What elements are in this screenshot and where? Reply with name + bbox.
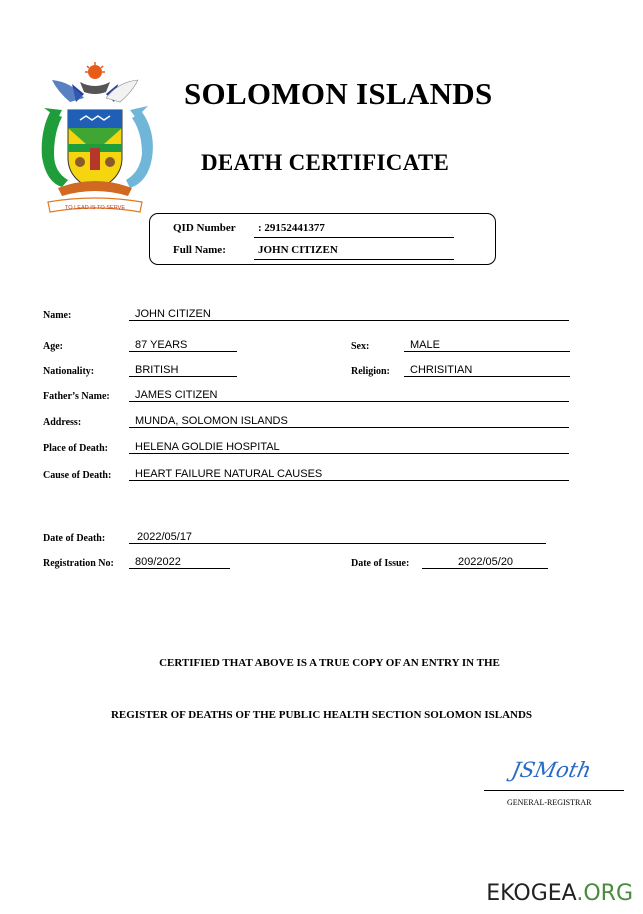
watermark-brand: EKOGEA [486,881,577,906]
certificate-title: DEATH CERTIFICATE [201,150,450,175]
certification-line-2: REGISTER OF DEATHS OF THE PUBLIC HEALTH SECTION SOLOMON ISLANDS [110,709,533,721]
age-value: 87 YEARS [135,339,188,351]
nationality-value: BRITISH [135,364,179,376]
religion-label: Religion: [351,366,390,377]
address-underline [129,427,569,428]
ekogea-watermark [486,881,633,906]
father-name-value: JAMES CITIZEN [135,389,218,401]
religion-underline [404,376,570,377]
cause-of-death-value: HEART FAILURE NATURAL CAUSES [135,468,323,480]
date-of-death-value: 2022/05/17 [137,531,193,543]
age-underline [129,351,237,352]
age-label: Age: [43,341,63,352]
sex-underline [404,351,570,352]
nationality-underline [129,376,237,377]
date-of-death-label: Date of Death: [43,533,106,544]
coat-of-arms-emblem [32,62,162,218]
place-of-death-value: HELENA GOLDIE HOSPITAL [135,441,280,453]
fullname-value: JOHN CITIZEN [258,244,338,256]
signature: JSMoth [509,758,594,782]
fullname-label: Full Name: [173,244,226,256]
name-value: JOHN CITIZEN [135,308,211,320]
sex-value: MALE [410,339,440,351]
cause-of-death-label: Cause of Death: [43,470,112,481]
place-of-death-underline [129,453,569,454]
qid-label: QID Number [173,222,236,234]
father-name-label: Father’s Name: [43,391,110,402]
certification-line-1: CERTIFIED THAT ABOVE IS A TRUE COPY OF AN ENTRY IN THE [159,657,500,669]
place-of-death-label: Place of Death: [43,443,108,454]
cause-of-death-underline [129,480,569,481]
registration-no-value: 809/2022 [135,556,181,568]
qid-value: : 29152441377 [258,222,325,234]
father-name-underline [129,401,569,402]
address-label: Address: [43,417,82,428]
registrar-title: GENERAL-REGISTRAR [507,798,592,807]
watermark-tld: .ORG [576,881,633,906]
emblem-motto-text: TO LEAD IS TO SERVE [64,205,126,211]
name-underline [129,320,569,321]
qid-underline [254,237,454,238]
name-label: Name: [43,310,72,321]
country-title: SOLOMON ISLANDS [184,76,493,111]
date-of-issue-underline [422,568,548,569]
date-of-issue-value: 2022/05/20 [458,556,514,568]
date-of-death-underline [129,543,546,544]
religion-value: CHRISITIAN [410,364,473,376]
id-box [149,213,496,265]
date-of-issue-label: Date of Issue: [351,558,410,569]
nationality-label: Nationality: [43,366,95,377]
fullname-underline [254,259,454,260]
sex-label: Sex: [351,341,370,352]
address-value: MUNDA, SOLOMON ISLANDS [135,415,288,427]
registration-no-underline [129,568,230,569]
registration-no-label: Registration No: [43,558,114,569]
signature-line [484,790,624,791]
